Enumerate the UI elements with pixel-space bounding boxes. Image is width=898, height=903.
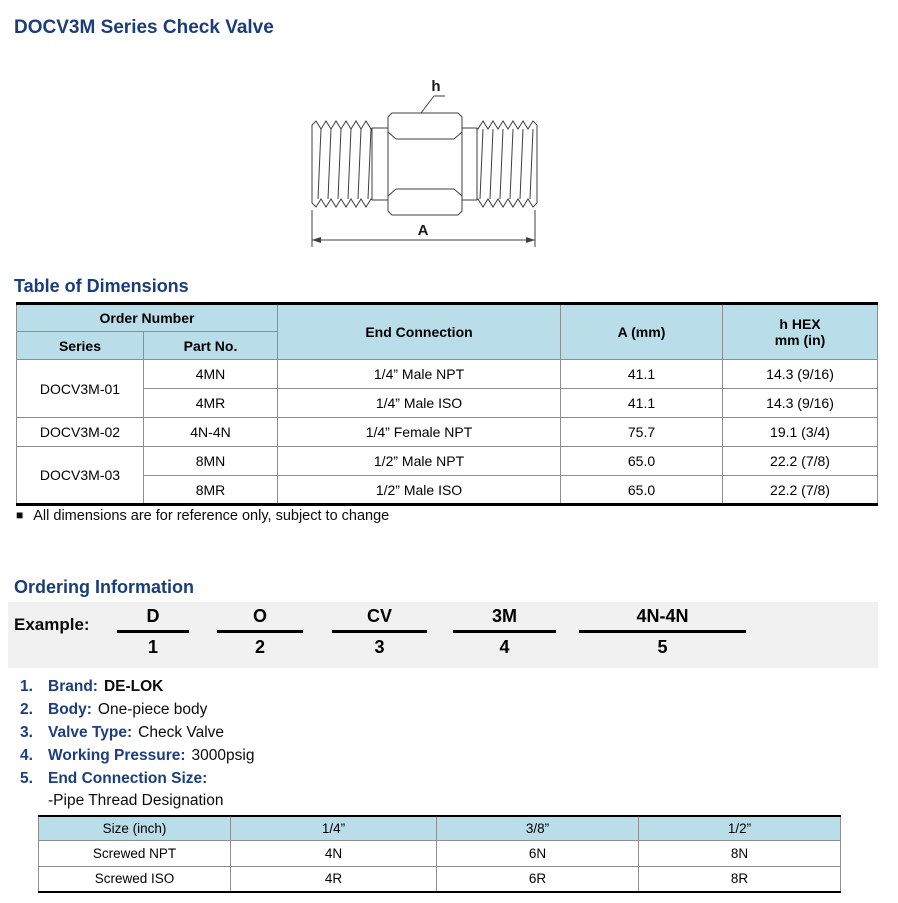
series-cell: DOCV3M-01 bbox=[17, 360, 144, 418]
col-header-h-hex-line1: h HEX bbox=[779, 316, 821, 332]
order-code: O bbox=[217, 606, 303, 633]
order-code: D bbox=[117, 606, 189, 633]
part-cell: 4MR bbox=[144, 389, 278, 418]
h-hex-cell: 22.2 (7/8) bbox=[723, 476, 878, 505]
page-title: DOCV3M Series Check Valve bbox=[14, 17, 274, 38]
col-header-order-number: Order Number bbox=[17, 304, 278, 332]
table-row bbox=[17, 418, 878, 447]
a-mm-cell: 41.1 bbox=[561, 360, 723, 389]
size-col-header: Size (inch) bbox=[39, 816, 231, 840]
ordering-item-end-connection bbox=[20, 770, 213, 788]
h-hex-cell: 14.3 (9/16) bbox=[723, 389, 878, 418]
pipe-thread-size-table bbox=[38, 815, 841, 893]
hex-dimension-label: h bbox=[431, 78, 441, 95]
check-valve-drawing bbox=[285, 75, 565, 267]
size-col-header: 1/4” bbox=[231, 816, 437, 840]
col-header-a-mm: A (mm) bbox=[561, 304, 723, 360]
part-cell: 8MN bbox=[144, 447, 278, 476]
order-code-segment bbox=[332, 606, 427, 658]
item-number: 3. bbox=[20, 724, 33, 741]
order-code: CV bbox=[332, 606, 427, 633]
table-row bbox=[17, 476, 878, 505]
col-header-part-no: Part No. bbox=[144, 332, 278, 360]
dimensions-heading: Table of Dimensions bbox=[14, 276, 189, 296]
part-cell: 8MR bbox=[144, 476, 278, 505]
end-connection-cell: 1/4” Male NPT bbox=[278, 360, 561, 389]
a-mm-cell: 65.0 bbox=[561, 447, 723, 476]
series-cell: DOCV3M-03 bbox=[17, 447, 144, 505]
size-row-label: Screwed ISO bbox=[39, 866, 231, 892]
item-number: 1. bbox=[20, 678, 33, 695]
length-dimension-label: A bbox=[417, 222, 429, 239]
size-cell: 8R bbox=[639, 866, 841, 892]
ordering-item-working-pressure bbox=[20, 747, 254, 765]
a-mm-cell: 65.0 bbox=[561, 476, 723, 505]
item-value: 3000psig bbox=[191, 747, 255, 764]
order-code-number: 5 bbox=[657, 637, 668, 657]
item-value: DE-LOK bbox=[103, 678, 164, 695]
ordering-example-box bbox=[8, 602, 878, 668]
order-code-segment bbox=[453, 606, 556, 658]
item-number: 4. bbox=[20, 747, 33, 764]
size-table-row bbox=[39, 866, 841, 892]
a-mm-cell: 75.7 bbox=[561, 418, 723, 447]
order-code: 3M bbox=[453, 606, 556, 633]
table-header-row bbox=[17, 304, 878, 332]
end-connection-cell: 1/4” Male ISO bbox=[278, 389, 561, 418]
order-code-number: 2 bbox=[254, 637, 265, 657]
ordering-heading: Ordering Information bbox=[14, 577, 194, 597]
series-cell: DOCV3M-02 bbox=[17, 418, 144, 447]
item-label: Valve Type: bbox=[48, 724, 133, 741]
size-cell: 6N bbox=[437, 840, 639, 866]
item-label: Working Pressure: bbox=[48, 747, 186, 764]
size-cell: 4R bbox=[231, 866, 437, 892]
h-hex-cell: 22.2 (7/8) bbox=[723, 447, 878, 476]
end-connection-cell: 1/4” Female NPT bbox=[278, 418, 561, 447]
item-label: Body: bbox=[48, 701, 92, 718]
pipe-thread-note: -Pipe Thread Designation bbox=[48, 792, 224, 809]
dimensions-note bbox=[16, 508, 389, 524]
size-cell: 6R bbox=[437, 866, 639, 892]
item-label: Brand: bbox=[48, 678, 98, 695]
col-header-h-hex bbox=[723, 304, 878, 360]
ordering-item-valve-type bbox=[20, 724, 224, 742]
a-mm-cell: 41.1 bbox=[561, 389, 723, 418]
part-cell: 4MN bbox=[144, 360, 278, 389]
end-connection-cell: 1/2” Male ISO bbox=[278, 476, 561, 505]
col-header-end-connection: End Connection bbox=[278, 304, 561, 360]
item-number: 5. bbox=[20, 770, 33, 787]
dimensions-note-text: All dimensions are for reference only, subject to change bbox=[33, 508, 390, 524]
table-row bbox=[17, 447, 878, 476]
table-row bbox=[17, 360, 878, 389]
dimensions-table bbox=[16, 302, 878, 506]
order-code-number: 4 bbox=[499, 637, 510, 657]
col-header-series: Series bbox=[17, 332, 144, 360]
square-bullet-icon: ■ bbox=[16, 508, 24, 522]
col-header-h-hex-line2: mm (in) bbox=[774, 332, 826, 348]
item-value: One-piece body bbox=[97, 701, 208, 718]
size-col-header: 1/2” bbox=[639, 816, 841, 840]
order-code: 4N-4N bbox=[579, 606, 746, 633]
h-hex-cell: 14.3 (9/16) bbox=[723, 360, 878, 389]
part-cell: 4N-4N bbox=[144, 418, 278, 447]
size-cell: 4N bbox=[231, 840, 437, 866]
order-code-segment bbox=[117, 606, 189, 658]
size-cell: 8N bbox=[639, 840, 841, 866]
item-value: Check Valve bbox=[138, 724, 225, 741]
order-code-number: 3 bbox=[374, 637, 385, 657]
order-code-number: 1 bbox=[147, 637, 158, 657]
item-number: 2. bbox=[20, 701, 33, 718]
ordering-item-brand bbox=[20, 678, 163, 696]
end-connection-cell: 1/2” Male NPT bbox=[278, 447, 561, 476]
size-table-header-row bbox=[39, 816, 841, 840]
size-col-header: 3/8” bbox=[437, 816, 639, 840]
table-row bbox=[17, 389, 878, 418]
size-row-label: Screwed NPT bbox=[39, 840, 231, 866]
order-code-segment bbox=[217, 606, 303, 658]
h-hex-cell: 19.1 (3/4) bbox=[723, 418, 878, 447]
item-label: End Connection Size: bbox=[48, 770, 208, 787]
order-code-segment bbox=[579, 606, 746, 658]
example-label: Example: bbox=[14, 615, 90, 634]
size-table-row bbox=[39, 840, 841, 866]
ordering-item-body bbox=[20, 701, 207, 719]
